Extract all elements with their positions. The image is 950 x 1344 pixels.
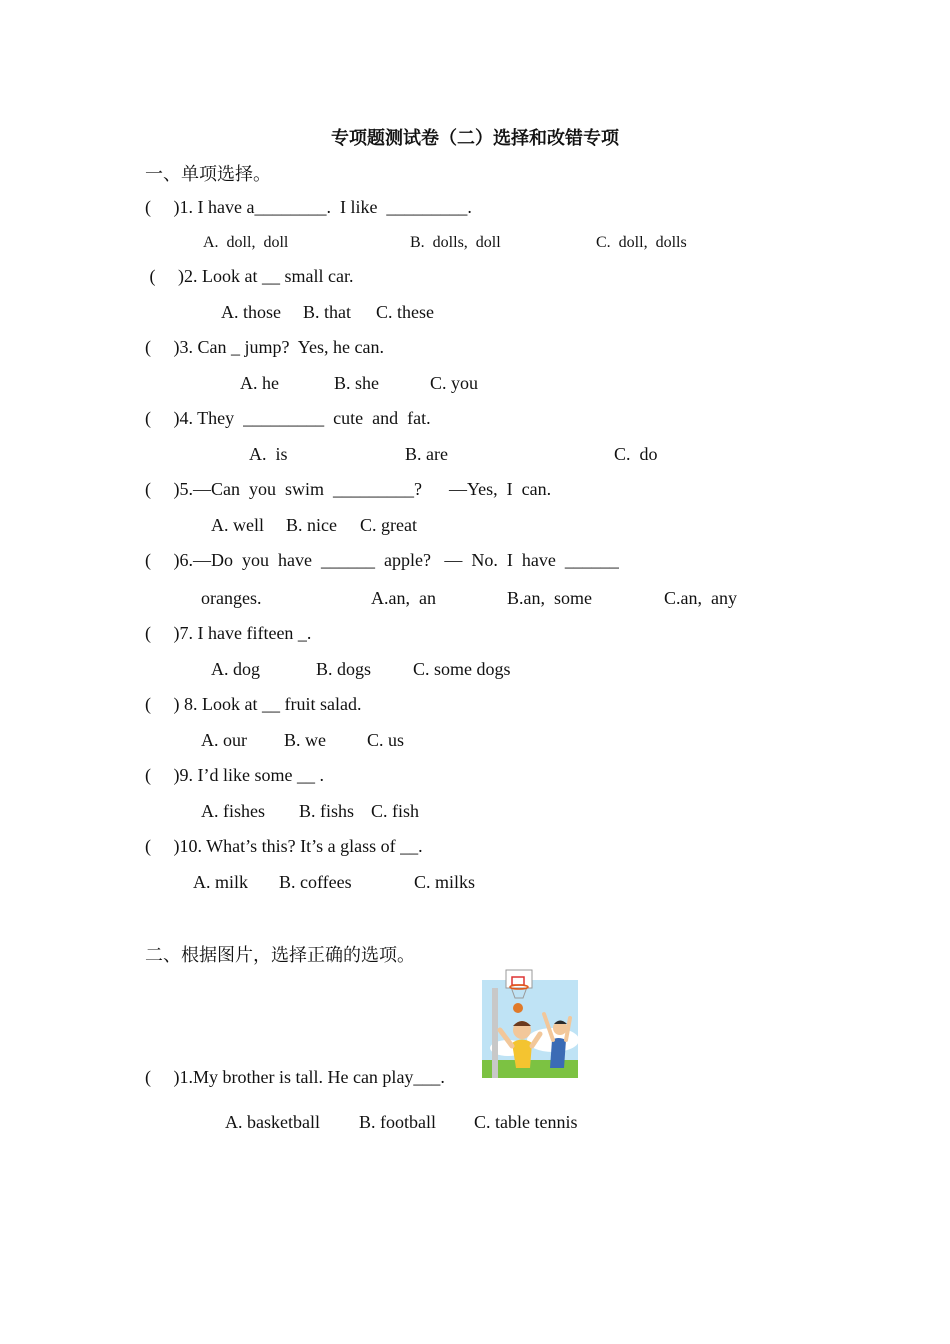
question-4-option-b: B. are (405, 444, 448, 464)
question-10-option-b: B. coffees (279, 872, 352, 892)
question-2-option-c: C. these (376, 302, 434, 322)
question-7-option-a: A. dog (211, 659, 260, 679)
question-6-option-c: C.an, any (664, 588, 737, 608)
question-10-stem: ( )10. What’s this? It’s a glass of __. (145, 836, 423, 856)
basketball-picture (478, 968, 582, 1082)
question-9-option-b: B. fishs (299, 801, 355, 821)
section1-heading: 一、单项选择。 (145, 164, 271, 185)
question-2-option-b: B. that (303, 302, 351, 322)
question-3-option-b: B. she (334, 373, 379, 393)
picture-question-1-option-a: A. basketball (225, 1112, 320, 1132)
page-title: 专项题测试卷（二）选择和改错专项 (331, 128, 619, 149)
question-5-stem: ( )5.—Can you swim _________? —Yes, I can. (145, 479, 552, 499)
question-4-option-c: C. do (614, 444, 658, 464)
picture-question-1-option-c: C. table tennis (474, 1112, 578, 1132)
question-1-stem: ( )1. I have a________. I like _________. (145, 197, 472, 217)
question-8-stem: ( ) 8. Look at __ fruit salad. (145, 694, 362, 714)
question-1-option-b: B. dolls, doll (410, 234, 501, 251)
question-3-option-c: C. you (430, 373, 479, 393)
question-1-option-a: A. doll, doll (203, 234, 289, 251)
question-6-option-a: A.an, an (371, 588, 436, 608)
question-9-stem: ( )9. I’d like some __ . (145, 765, 324, 785)
section2-heading: 二、根据图片，选择正确的选项。 (145, 945, 415, 966)
question-5-option-a: A. well (211, 515, 264, 535)
question-6-stem: ( )6.—Do you have ______ apple? — No. I have ______ (145, 550, 619, 570)
question-4-stem: ( )4. They _________ cute and fat. (145, 408, 431, 428)
question-8-option-b: B. we (284, 730, 326, 750)
question-6-option-b: B.an, some (507, 588, 592, 608)
question-1-option-c: C. doll, dolls (596, 234, 687, 251)
question-5-option-c: C. great (360, 515, 417, 535)
picture-question-1-stem: ( )1.My brother is tall. He can play___. (145, 1067, 445, 1087)
question-2-option-a: A. those (221, 302, 281, 322)
question-3-stem: ( )3. Can _ jump? Yes, he can. (145, 337, 384, 357)
question-7-option-c: C. some dogs (413, 659, 511, 679)
question-9-option-a: A. fishes (201, 801, 265, 821)
question-4-option-a: A. is (249, 444, 288, 464)
question-7-stem: ( )7. I have fifteen _. (145, 623, 312, 643)
picture-question-1-option-b: B. football (359, 1112, 436, 1132)
question-9-option-c: C. fish (371, 801, 420, 821)
question-10-option-a: A. milk (193, 872, 249, 892)
question-6-continuation: oranges. (201, 588, 262, 608)
question-7-option-b: B. dogs (316, 659, 372, 679)
question-10-option-c: C. milks (414, 872, 476, 892)
question-3-option-a: A. he (240, 373, 279, 393)
question-2-stem: ( )2. Look at __ small car. (145, 266, 354, 286)
question-8-option-a: A. our (201, 730, 247, 750)
question-5-option-b: B. nice (286, 515, 337, 535)
question-8-option-c: C. us (367, 730, 405, 750)
